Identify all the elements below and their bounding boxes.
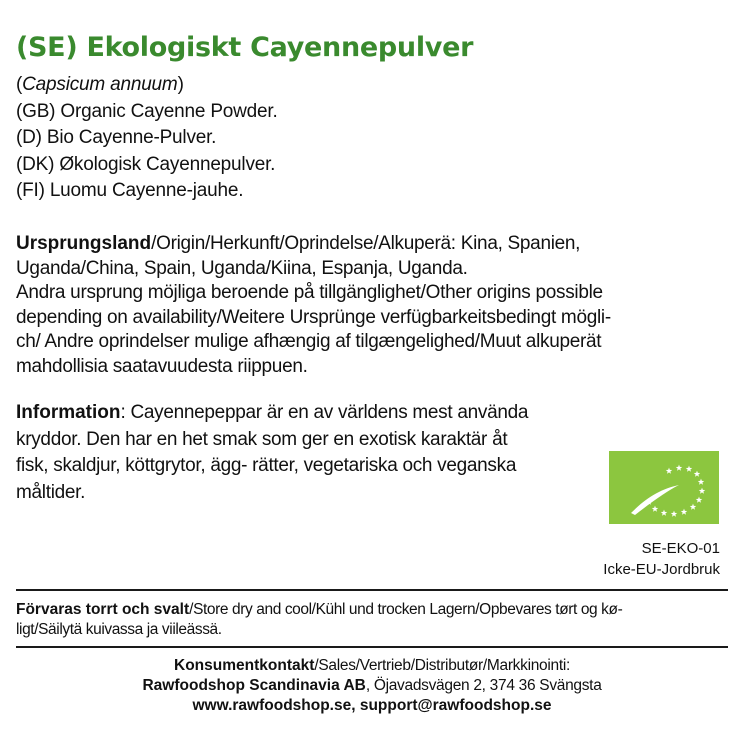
contact-line-1-text: /Sales/Vertrieb/Distributør/Markkinointi:	[314, 657, 570, 674]
storage-label: Förvaras torrt och svalt	[16, 601, 190, 618]
storage-line-1-text: /Store dry and cool/Kühl und trocken Lagern/Opbevares tørt og kø-	[189, 601, 623, 618]
origin-line-6: mahdollisia saatavuudesta riippuen.	[16, 355, 308, 377]
certification-origin-note: Icke-EU-Jordbruk	[603, 561, 720, 578]
origin-line-1-text: /Origin/Herkunft/Oprindelse/Alkuperä: Kina, Spanien,	[151, 233, 581, 254]
contact-line-1	[16, 656, 728, 676]
name-d: (D) Bio Cayenne-Pulver.	[16, 127, 217, 148]
name-fi: (FI) Luomu Cayenne-jauhe.	[16, 180, 244, 201]
company-name: Rawfoodshop Scandinavia AB	[142, 677, 366, 694]
origin-line-3: Andra ursprung möjliga beroende på tillgänglighet/Other origins possible	[16, 282, 603, 303]
origin-section	[16, 232, 728, 379]
info-line-1	[16, 400, 611, 427]
storage-section	[16, 600, 716, 640]
name-gb: (GB) Organic Cayenne Powder.	[16, 100, 278, 122]
contact-label: Konsumentkontakt	[174, 657, 315, 674]
contact-line-2	[16, 676, 728, 696]
product-names	[16, 72, 278, 205]
origin-line-5: ch/ Andre oprindelser mulige afhængig af tilgængelighed/Muut alkuperät	[16, 331, 602, 352]
storage-line-1	[16, 600, 716, 620]
eu-organic-leaf-icon	[609, 451, 719, 524]
info-line-2: kryddor. Den har en het smak som ger en exotisk karaktär åt	[16, 428, 508, 450]
name-dk: (DK) Økologisk Cayennepulver.	[16, 153, 276, 175]
info-line-4: måltider.	[16, 481, 86, 503]
origin-line-1	[16, 232, 728, 257]
contact-section	[16, 656, 728, 716]
certification-code: SE-EKO-01	[641, 540, 720, 557]
latin-close-paren: )	[177, 74, 184, 95]
storage-line-2: ligt/Säilytä kuivassa ja viileässä.	[16, 621, 222, 638]
latin-name-line	[16, 72, 278, 99]
origin-line-2: Uganda/China, Spain, Uganda/Kiina, Espanja, Uganda.	[16, 257, 468, 279]
divider-top	[16, 589, 728, 591]
company-address: , Öjavadsvägen 2, 374 36 Svängsta	[365, 677, 602, 694]
information-label: Information	[16, 402, 121, 423]
info-line-1-text: : Cayennepeppar är en av världens mest använda	[120, 402, 529, 423]
origin-line-4: depending on availability/Weitere Ursprünge verfügbarkeitsbedingt mögli-	[16, 306, 611, 328]
contact-web-email: www.rawfoodshop.se, support@rawfoodshop.se	[192, 697, 552, 714]
origin-label: Ursprungsland	[16, 233, 152, 254]
information-section	[16, 400, 611, 506]
latin-open-paren: (	[16, 74, 23, 95]
product-title: (SE) Ekologiskt Cayennepulver	[16, 32, 474, 63]
latin-name: Capsicum annuum	[22, 74, 178, 95]
divider-bottom	[16, 646, 728, 648]
info-line-3: fisk, skaldjur, köttgrytor, ägg- rätter, vegetariska och veganska	[16, 455, 517, 476]
certification-block	[603, 538, 720, 580]
